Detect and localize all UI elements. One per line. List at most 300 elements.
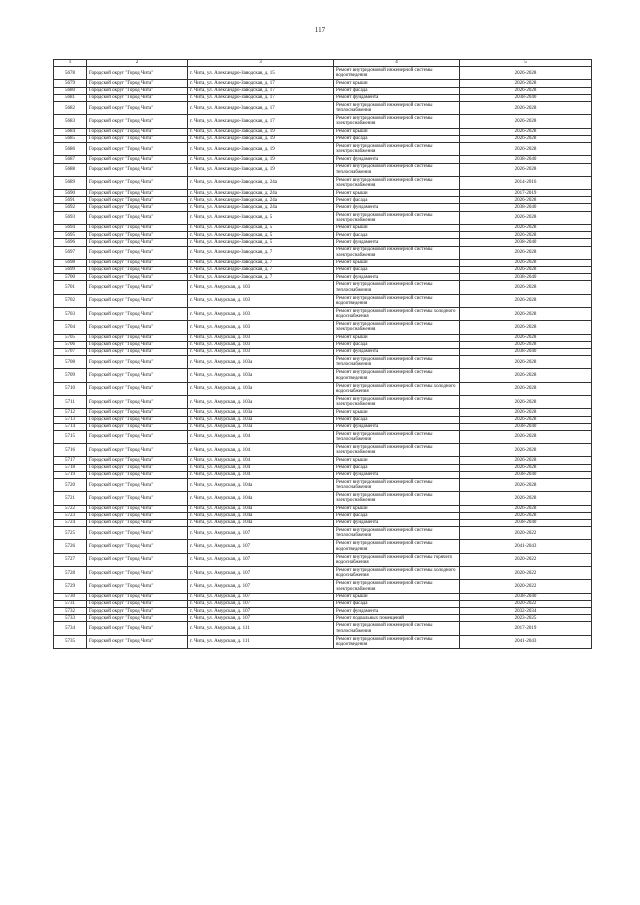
period-cell: 2026-2028 [460, 334, 592, 341]
table-row [54, 635, 592, 648]
municipality-cell: Городской округ "Город Чита" [87, 540, 188, 553]
address-cell: г. Чита, ул. Александро-Заводская, д. 17 [188, 87, 334, 94]
address-cell: г. Чита, ул. Амурская, д. 111 [188, 635, 334, 648]
period-cell: 2026-2028 [460, 321, 592, 334]
row-number-cell: 5697 [54, 246, 87, 259]
table-row [54, 430, 592, 443]
work-type-cell: Ремонт внутридомовой инженерной системы теплоснабжения [334, 430, 460, 443]
column-number: 2 [87, 60, 188, 67]
row-number-cell: 5682 [54, 102, 87, 115]
municipality-cell: Городской округ "Город Чита" [87, 239, 188, 246]
table-row [54, 567, 592, 580]
work-type-cell: Ремонт фасада [334, 232, 460, 239]
row-number-cell: 5685 [54, 135, 87, 142]
row-number-cell: 5707 [54, 348, 87, 355]
period-cell: 2026-2028 [460, 382, 592, 395]
work-type-cell: Ремонт внутридомовой инженерной системы электроснабжения [334, 143, 460, 156]
row-number-cell: 5714 [54, 423, 87, 430]
table-row [54, 334, 592, 341]
municipality-cell: Городской округ "Город Чита" [87, 156, 188, 163]
table-row [54, 232, 592, 239]
address-cell: г. Чита, ул. Александро-Заводская, д. 17 [188, 102, 334, 115]
address-cell: г. Чита, ул. Амурская, д. 107 [188, 580, 334, 593]
table-row [54, 143, 592, 156]
work-type-cell: Ремонт внутридомовой инженерной системы теплоснабжения [334, 479, 460, 492]
address-cell: г. Чита, ул. Амурская, д. 103 [188, 348, 334, 355]
table-row [54, 259, 592, 266]
work-type-cell: Ремонт фундамента [334, 239, 460, 246]
municipality-cell: Городской округ "Город Чита" [87, 593, 188, 600]
period-cell: 2038-2040 [460, 593, 592, 600]
table-row [54, 527, 592, 540]
address-cell: г. Чита, ул. Амурская, д. 103 [188, 294, 334, 307]
period-cell: 2014-2016 [460, 176, 592, 189]
address-cell: г. Чита, ул. Александро-Заводская, д. 17 [188, 80, 334, 87]
municipality-cell: Городской округ "Город Чита" [87, 635, 188, 648]
row-number-cell: 5725 [54, 527, 87, 540]
table-row [54, 80, 592, 87]
work-type-cell: Ремонт внутридомовой инженерной системы теплоснабжения [334, 281, 460, 294]
table-row [54, 281, 592, 294]
work-type-cell: Ремонт фасада [334, 416, 460, 423]
period-cell: 2026-2028 [460, 430, 592, 443]
table-row [54, 197, 592, 204]
period-cell: 2026-2028 [460, 259, 592, 266]
work-type-cell: Ремонт внутридомовой инженерной системы электроснабжения [334, 580, 460, 593]
period-cell: 2026-2028 [460, 80, 592, 87]
municipality-cell: Городской округ "Город Чита" [87, 294, 188, 307]
row-number-cell: 5688 [54, 163, 87, 176]
address-cell: г. Чита, ул. Амурская, д. 104а [188, 520, 334, 527]
row-number-cell: 5728 [54, 567, 87, 580]
period-cell: 2026-2028 [460, 369, 592, 382]
address-cell: г. Чита, ул. Александро-Заводская, д. 24а [188, 176, 334, 189]
address-cell: г. Чита, ул. Амурская, д. 111 [188, 622, 334, 635]
row-number-cell: 5699 [54, 267, 87, 274]
address-cell: г. Чита, ул. Амурская, д. 107 [188, 540, 334, 553]
address-cell: г. Чита, ул. Александро-Заводская, д. 19 [188, 163, 334, 176]
table-row [54, 505, 592, 512]
municipality-cell: Городской округ "Город Чита" [87, 163, 188, 176]
work-type-cell: Ремонт внутридомовой инженерной системы холодного водоснабжения [334, 567, 460, 580]
row-number-cell: 5722 [54, 505, 87, 512]
table-row [54, 294, 592, 307]
municipality-cell: Городской округ "Город Чита" [87, 615, 188, 622]
municipality-cell: Городской округ "Город Чита" [87, 197, 188, 204]
address-cell: г. Чита, ул. Амурская, д. 107 [188, 615, 334, 622]
table-row [54, 457, 592, 464]
work-type-cell: Ремонт фасада [334, 600, 460, 607]
municipality-cell: Городской округ "Город Чита" [87, 580, 188, 593]
work-type-cell: Ремонт внутридомовой инженерной системы электроснабжения [334, 115, 460, 128]
municipality-cell: Городской округ "Город Чита" [87, 334, 188, 341]
municipality-cell: Городской округ "Город Чита" [87, 321, 188, 334]
address-cell: г. Чита, ул. Александро-Заводская, д. 19 [188, 128, 334, 135]
work-type-cell: Ремонт крыши [334, 224, 460, 231]
address-cell: г. Чита, ул. Амурская, д. 104 [188, 444, 334, 457]
table-row [54, 128, 592, 135]
municipality-cell: Городской округ "Город Чита" [87, 135, 188, 142]
work-type-cell: Ремонт внутридомовой инженерной системы электроснабжения [334, 444, 460, 457]
row-number-cell: 5696 [54, 239, 87, 246]
work-type-cell: Ремонт фасада [334, 512, 460, 519]
table-row [54, 423, 592, 430]
row-number-cell: 5715 [54, 430, 87, 443]
row-number-cell: 5726 [54, 540, 87, 553]
municipality-cell: Городской округ "Город Чита" [87, 232, 188, 239]
table-row [54, 600, 592, 607]
row-number-cell: 5731 [54, 600, 87, 607]
period-cell: 2026-2028 [460, 409, 592, 416]
period-cell: 2017-2019 [460, 622, 592, 635]
address-cell: г. Чита, ул. Амурская, д. 103а [188, 416, 334, 423]
period-cell: 2038-2040 [460, 274, 592, 281]
table-row [54, 396, 592, 409]
address-cell: г. Чита, ул. Александро-Заводская, д. 5 [188, 239, 334, 246]
address-cell: г. Чита, ул. Амурская, д. 103 [188, 341, 334, 348]
work-type-cell: Ремонт внутридомовой инженерной системы электроснабжения [334, 246, 460, 259]
row-number-cell: 5680 [54, 87, 87, 94]
table-row [54, 580, 592, 593]
period-cell: 2020-2022 [460, 553, 592, 566]
table-row [54, 553, 592, 566]
row-number-cell: 5687 [54, 156, 87, 163]
row-number-cell: 5684 [54, 128, 87, 135]
municipality-cell: Городской округ "Город Чита" [87, 246, 188, 259]
municipality-cell: Городской округ "Город Чита" [87, 274, 188, 281]
table-row [54, 224, 592, 231]
row-number-cell: 5712 [54, 409, 87, 416]
work-type-cell: Ремонт фундамента [334, 348, 460, 355]
row-number-cell: 5708 [54, 356, 87, 369]
table-row [54, 94, 592, 101]
work-type-cell: Ремонт внутридомовой инженерной системы электроснабжения [334, 211, 460, 224]
row-number-cell: 5679 [54, 80, 87, 87]
table-row [54, 163, 592, 176]
address-cell: г. Чита, ул. Александро-Заводская, д. 17 [188, 94, 334, 101]
period-cell: 2026-2028 [460, 115, 592, 128]
municipality-cell: Городской округ "Город Чита" [87, 267, 188, 274]
row-number-cell: 5704 [54, 321, 87, 334]
address-cell: г. Чита, ул. Амурская, д. 107 [188, 567, 334, 580]
column-number: 4 [334, 60, 460, 67]
period-cell: 2020-2022 [460, 580, 592, 593]
municipality-cell: Городской округ "Город Чита" [87, 471, 188, 478]
period-cell: 2038-2040 [460, 204, 592, 211]
municipality-cell: Городской округ "Город Чита" [87, 396, 188, 409]
municipality-cell: Городской округ "Город Чита" [87, 348, 188, 355]
table-row [54, 67, 592, 80]
work-type-cell: Ремонт фундамента [334, 274, 460, 281]
work-type-cell: Ремонт крыши [334, 457, 460, 464]
address-cell: г. Чита, ул. Амурская, д. 103 [188, 321, 334, 334]
row-number-cell: 5719 [54, 471, 87, 478]
work-type-cell: Ремонт фасада [334, 135, 460, 142]
capital-repair-table [53, 59, 592, 649]
address-cell: г. Чита, ул. Амурская, д. 104а [188, 479, 334, 492]
period-cell: 2026-2028 [460, 416, 592, 423]
row-number-cell: 5702 [54, 294, 87, 307]
municipality-cell: Городской округ "Город Чита" [87, 505, 188, 512]
row-number-cell: 5724 [54, 520, 87, 527]
work-type-cell: Ремонт фундамента [334, 204, 460, 211]
table-row [54, 341, 592, 348]
row-number-cell: 5727 [54, 553, 87, 566]
municipality-cell: Городской округ "Город Чита" [87, 457, 188, 464]
work-type-cell: Ремонт крыши [334, 80, 460, 87]
municipality-cell: Городской округ "Город Чита" [87, 479, 188, 492]
table-row [54, 239, 592, 246]
municipality-cell: Городской округ "Город Чита" [87, 307, 188, 320]
table-row [54, 356, 592, 369]
address-cell: г. Чита, ул. Александро-Заводская, д. 7 [188, 259, 334, 266]
address-cell: г. Чита, ул. Александро-Заводская, д. 5 [188, 232, 334, 239]
row-number-cell: 5706 [54, 341, 87, 348]
table-row [54, 540, 592, 553]
period-cell: 2023-2025 [460, 615, 592, 622]
address-cell: г. Чита, ул. Александро-Заводская, д. 7 [188, 274, 334, 281]
municipality-cell: Городской округ "Город Чита" [87, 87, 188, 94]
municipality-cell: Городской округ "Город Чита" [87, 512, 188, 519]
work-type-cell: Ремонт внутридомовой инженерной системы водоотведения [334, 67, 460, 80]
period-cell: 2020-2022 [460, 527, 592, 540]
table-row [54, 190, 592, 197]
table-row [54, 307, 592, 320]
row-number-cell: 5698 [54, 259, 87, 266]
table-row [54, 211, 592, 224]
table-row [54, 622, 592, 635]
municipality-cell: Городской округ "Город Чита" [87, 416, 188, 423]
address-cell: г. Чита, ул. Амурская, д. 107 [188, 600, 334, 607]
address-cell: г. Чита, ул. Амурская, д. 104 [188, 457, 334, 464]
period-cell: 2026-2028 [460, 341, 592, 348]
page-number: 117 [314, 26, 326, 34]
row-number-cell: 5735 [54, 635, 87, 648]
row-number-cell: 5681 [54, 94, 87, 101]
table-row [54, 464, 592, 471]
work-type-cell: Ремонт внутридомовой инженерной системы теплоснабжения [334, 102, 460, 115]
period-cell: 2026-2028 [460, 512, 592, 519]
work-type-cell: Ремонт внутридомовой инженерной системы водоотведения [334, 294, 460, 307]
period-cell: 2026-2028 [460, 143, 592, 156]
municipality-cell: Городской округ "Город Чита" [87, 492, 188, 505]
address-cell: г. Чита, ул. Александро-Заводская, д. 19 [188, 135, 334, 142]
work-type-cell: Ремонт фундамента [334, 156, 460, 163]
work-type-cell: Ремонт фундамента [334, 520, 460, 527]
period-cell: 2038-2040 [460, 520, 592, 527]
row-number-cell: 5689 [54, 176, 87, 189]
period-cell: 2041-2043 [460, 635, 592, 648]
work-type-cell: Ремонт фундамента [334, 471, 460, 478]
column-number: 3 [188, 60, 334, 67]
address-cell: г. Чита, ул. Амурская, д. 103а [188, 396, 334, 409]
row-number-cell: 5703 [54, 307, 87, 320]
work-type-cell: Ремонт внутридомовой инженерной системы теплоснабжения [334, 356, 460, 369]
period-cell: 2026-2028 [460, 163, 592, 176]
row-number-cell: 5678 [54, 67, 87, 80]
period-cell: 2020-2022 [460, 567, 592, 580]
municipality-cell: Городской округ "Город Чита" [87, 409, 188, 416]
table-row [54, 267, 592, 274]
table-row [54, 102, 592, 115]
work-type-cell: Ремонт фасада [334, 197, 460, 204]
table-row [54, 615, 592, 622]
period-cell: 2026-2028 [460, 479, 592, 492]
address-cell: г. Чита, ул. Александро-Заводская, д. 19 [188, 143, 334, 156]
address-cell: г. Чита, ул. Амурская, д. 103а [188, 423, 334, 430]
row-number-cell: 5734 [54, 622, 87, 635]
work-type-cell: Ремонт крыши [334, 128, 460, 135]
period-cell: 2026-2028 [460, 232, 592, 239]
work-type-cell: Ремонт фундамента [334, 423, 460, 430]
period-cell: 2038-2040 [460, 423, 592, 430]
work-type-cell: Ремонт внутридомовой инженерной системы теплоснабжения [334, 622, 460, 635]
period-cell: 2026-2028 [460, 197, 592, 204]
address-cell: г. Чита, ул. Александро-Заводская, д. 5 [188, 224, 334, 231]
municipality-cell: Городской округ "Город Чита" [87, 281, 188, 294]
column-number-row [54, 60, 592, 67]
table-row [54, 520, 592, 527]
address-cell: г. Чита, ул. Александро-Заводская, д. 7 [188, 267, 334, 274]
work-type-cell: Ремонт фундамента [334, 608, 460, 615]
table-row [54, 246, 592, 259]
address-cell: г. Чита, ул. Амурская, д. 104а [188, 512, 334, 519]
municipality-cell: Городской округ "Город Чита" [87, 382, 188, 395]
municipality-cell: Городской округ "Город Чита" [87, 176, 188, 189]
work-type-cell: Ремонт фасада [334, 464, 460, 471]
address-cell: г. Чита, ул. Амурская, д. 103а [188, 409, 334, 416]
municipality-cell: Городской округ "Город Чита" [87, 567, 188, 580]
table-row [54, 479, 592, 492]
work-type-cell: Ремонт внутридомовой инженерной системы горячего водоснабжения [334, 553, 460, 566]
municipality-cell: Городской округ "Город Чита" [87, 143, 188, 156]
row-number-cell: 5700 [54, 274, 87, 281]
municipality-cell: Городской округ "Город Чита" [87, 102, 188, 115]
row-number-cell: 5729 [54, 580, 87, 593]
municipality-cell: Городской округ "Город Чита" [87, 430, 188, 443]
address-cell: г. Чита, ул. Александро-Заводская, д. 24а [188, 197, 334, 204]
municipality-cell: Городской округ "Город Чита" [87, 553, 188, 566]
table-row [54, 321, 592, 334]
table-row [54, 204, 592, 211]
address-cell: г. Чита, ул. Амурская, д. 104 [188, 471, 334, 478]
municipality-cell: Городской округ "Город Чита" [87, 204, 188, 211]
municipality-cell: Городской округ "Город Чита" [87, 369, 188, 382]
municipality-cell: Городской округ "Город Чита" [87, 356, 188, 369]
table-row [54, 471, 592, 478]
period-cell: 2038-2040 [460, 239, 592, 246]
municipality-cell: Городской округ "Город Чита" [87, 211, 188, 224]
municipality-cell: Городской округ "Город Чита" [87, 600, 188, 607]
address-cell: г. Чита, ул. Амурская, д. 104 [188, 464, 334, 471]
municipality-cell: Городской округ "Город Чита" [87, 128, 188, 135]
address-cell: г. Чита, ул. Александро-Заводская, д. 15 [188, 67, 334, 80]
municipality-cell: Городской округ "Город Чита" [87, 190, 188, 197]
period-cell: 2026-2028 [460, 135, 592, 142]
period-cell: 2038-2040 [460, 156, 592, 163]
period-cell: 2026-2028 [460, 102, 592, 115]
table-row [54, 274, 592, 281]
work-type-cell: Ремонт крыши [334, 190, 460, 197]
address-cell: г. Чита, ул. Амурская, д. 107 [188, 608, 334, 615]
work-type-cell: Ремонт крыши [334, 505, 460, 512]
address-cell: г. Чита, ул. Амурская, д. 104а [188, 492, 334, 505]
table-row [54, 409, 592, 416]
municipality-cell: Городской округ "Город Чита" [87, 341, 188, 348]
column-number: 5 [460, 60, 592, 67]
municipality-cell: Городской округ "Город Чита" [87, 423, 188, 430]
row-number-cell: 5694 [54, 224, 87, 231]
row-number-cell: 5705 [54, 334, 87, 341]
table-row [54, 348, 592, 355]
address-cell: г. Чита, ул. Амурская, д. 107 [188, 593, 334, 600]
address-cell: г. Чита, ул. Амурская, д. 107 [188, 553, 334, 566]
work-type-cell: Ремонт фасада [334, 87, 460, 94]
table-row [54, 492, 592, 505]
column-number: 1 [54, 60, 87, 67]
row-number-cell: 5713 [54, 416, 87, 423]
work-type-cell: Ремонт внутридомовой инженерной системы водоотведения [334, 540, 460, 553]
row-number-cell: 5695 [54, 232, 87, 239]
table-row [54, 115, 592, 128]
work-type-cell: Ремонт внутридомовой инженерной системы теплоснабжения [334, 527, 460, 540]
work-type-cell: Ремонт внутридомовой инженерной системы электроснабжения [334, 492, 460, 505]
address-cell: г. Чита, ул. Александро-Заводская, д. 17 [188, 115, 334, 128]
work-type-cell: Ремонт внутридомовой инженерной системы электроснабжения [334, 396, 460, 409]
period-cell: 2026-2028 [460, 281, 592, 294]
municipality-cell: Городской округ "Город Чита" [87, 67, 188, 80]
address-cell: г. Чита, ул. Амурская, д. 103 [188, 307, 334, 320]
municipality-cell: Городской округ "Город Чита" [87, 259, 188, 266]
period-cell: 2026-2028 [460, 67, 592, 80]
table-row [54, 608, 592, 615]
period-cell: 2026-2028 [460, 246, 592, 259]
row-number-cell: 5717 [54, 457, 87, 464]
address-cell: г. Чита, ул. Александро-Заводская, д. 24а [188, 190, 334, 197]
address-cell: г. Чита, ул. Александро-Заводская, д. 19 [188, 156, 334, 163]
period-cell: 2026-2028 [460, 87, 592, 94]
row-number-cell: 5730 [54, 593, 87, 600]
work-type-cell: Ремонт внутридомовой инженерной системы холодного водоснабжения [334, 307, 460, 320]
row-number-cell: 5718 [54, 464, 87, 471]
row-number-cell: 5693 [54, 211, 87, 224]
period-cell: 2026-2028 [460, 307, 592, 320]
work-type-cell: Ремонт внутридомовой инженерной системы теплоснабжения [334, 163, 460, 176]
municipality-cell: Городской округ "Город Чита" [87, 527, 188, 540]
address-cell: г. Чита, ул. Амурская, д. 104а [188, 505, 334, 512]
row-number-cell: 5701 [54, 281, 87, 294]
table-row [54, 176, 592, 189]
municipality-cell: Городской округ "Город Чита" [87, 608, 188, 615]
row-number-cell: 5690 [54, 190, 87, 197]
period-cell: 2026-2028 [460, 505, 592, 512]
table-row [54, 444, 592, 457]
period-cell: 2026-2028 [460, 224, 592, 231]
municipality-cell: Городской округ "Город Чита" [87, 94, 188, 101]
row-number-cell: 5711 [54, 396, 87, 409]
row-number-cell: 5716 [54, 444, 87, 457]
municipality-cell: Городской округ "Город Чита" [87, 464, 188, 471]
address-cell: г. Чита, ул. Амурская, д. 107 [188, 527, 334, 540]
address-cell: г. Чита, ул. Амурская, д. 103а [188, 369, 334, 382]
address-cell: г. Чита, ул. Амурская, д. 103а [188, 356, 334, 369]
work-type-cell: Ремонт подвальных помещений [334, 615, 460, 622]
period-cell: 2017-2019 [460, 190, 592, 197]
table-row [54, 135, 592, 142]
table-row [54, 369, 592, 382]
period-cell: 2032-2034 [460, 608, 592, 615]
table-row [54, 156, 592, 163]
